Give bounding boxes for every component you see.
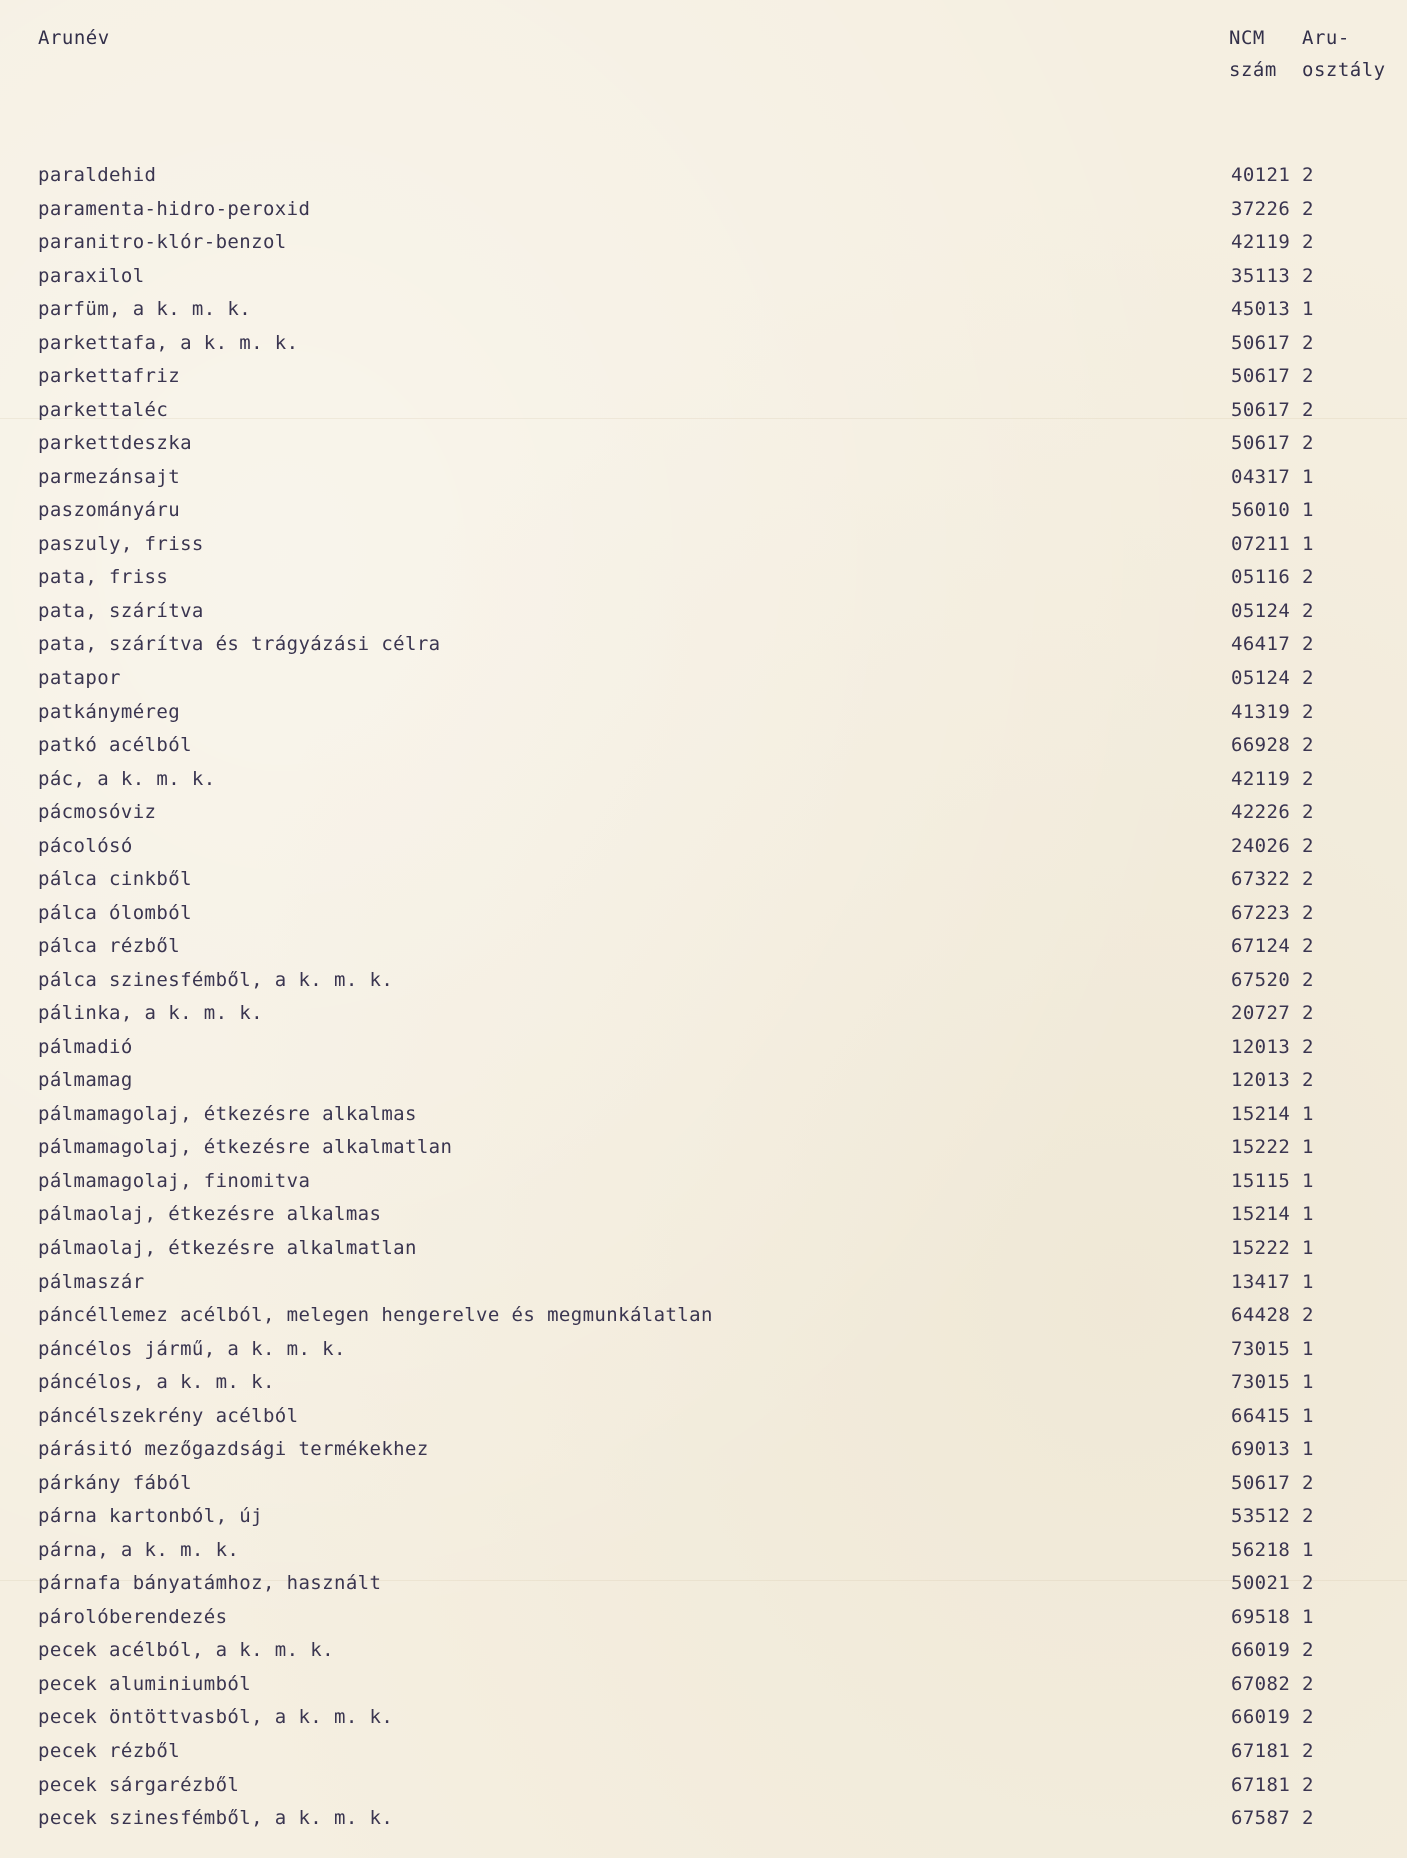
list-item [0, 1198, 1407, 1232]
item-name: pecek rézből [38, 1739, 181, 1762]
list-item [0, 763, 1407, 797]
list-item [0, 930, 1407, 964]
list-item [0, 1333, 1407, 1367]
item-name: párnafa bányatámhoz, használt [38, 1572, 382, 1595]
list-item [0, 796, 1407, 830]
ncm-number: 15222 [1231, 1136, 1291, 1159]
item-name: pálmaszár [38, 1270, 145, 1293]
commodity-class: 2 [1302, 968, 1314, 991]
commodity-class: 2 [1302, 331, 1314, 354]
commodity-class: 2 [1302, 801, 1314, 824]
item-name: pecek aluminiumból [38, 1672, 252, 1695]
ncm-number: 37226 [1231, 197, 1291, 220]
list-item [0, 327, 1407, 361]
ncm-number: 56218 [1231, 1538, 1291, 1561]
commodity-class: 2 [1302, 1304, 1314, 1327]
item-name: parkettafriz [38, 365, 181, 388]
list-item [0, 595, 1407, 629]
item-name: pecek acélból, a k. m. k. [38, 1639, 334, 1662]
list-item [0, 1098, 1407, 1132]
list-item [0, 427, 1407, 461]
item-name: parmezánsajt [38, 465, 181, 488]
ncm-number: 73015 [1231, 1371, 1291, 1394]
ncm-number: 66415 [1231, 1404, 1291, 1427]
commodity-class: 1 [1302, 1538, 1314, 1561]
ncm-number: 12013 [1231, 1069, 1291, 1092]
ncm-number: 66019 [1231, 1639, 1291, 1662]
item-name: párásitó mezőgazdsági termékekhez [38, 1438, 429, 1461]
list-item [0, 1802, 1407, 1836]
column-header-ncm-line2: szám [1229, 59, 1277, 81]
list-item [0, 696, 1407, 730]
list-item [0, 1567, 1407, 1601]
list-item [0, 293, 1407, 327]
commodity-class: 2 [1302, 197, 1314, 220]
list-item [0, 159, 1407, 193]
commodity-class: 1 [1302, 1605, 1314, 1628]
ncm-number: 69518 [1231, 1605, 1291, 1628]
commodity-class: 1 [1302, 1203, 1314, 1226]
item-name: parkettdeszka [38, 432, 192, 455]
commodity-class: 1 [1302, 1237, 1314, 1259]
list-item [0, 830, 1407, 864]
ncm-number: 67181 [1231, 1739, 1291, 1762]
commodity-class: 2 [1302, 599, 1314, 622]
column-header-ncm-line1: NCM [1229, 27, 1265, 49]
item-name: pecek szinesfémből, a k. m. k. [38, 1807, 394, 1830]
list-item [0, 1433, 1407, 1467]
ncm-number: 04317 [1231, 465, 1291, 488]
item-name: pálmadió [38, 1035, 133, 1058]
ncm-number: 67587 [1231, 1807, 1291, 1830]
commodity-class: 2 [1302, 1069, 1314, 1092]
commodity-class: 2 [1302, 633, 1314, 656]
commodity-class: 2 [1302, 1739, 1314, 1762]
list-item [0, 1400, 1407, 1434]
item-name: pata, friss [38, 566, 169, 589]
item-name: paszuly, friss [38, 532, 204, 555]
ncm-number: 73015 [1231, 1337, 1291, 1360]
ncm-number: 24026 [1231, 834, 1291, 857]
list-item [0, 863, 1407, 897]
item-name: patkányméreg [38, 700, 181, 723]
list-item [0, 494, 1407, 528]
list-item [0, 1668, 1407, 1702]
commodity-class: 1 [1302, 1404, 1314, 1427]
commodity-class: 1 [1302, 499, 1314, 522]
item-name: paraldehid [38, 164, 157, 186]
list-item [0, 1232, 1407, 1266]
list-item [0, 1031, 1407, 1065]
commodity-list [0, 159, 1407, 1836]
ncm-number: 50617 [1231, 365, 1291, 388]
commodity-class: 1 [1302, 465, 1314, 488]
ncm-number: 50617 [1231, 1471, 1291, 1494]
commodity-class: 2 [1302, 1807, 1314, 1830]
ncm-number: 45013 [1231, 298, 1291, 321]
ncm-number: 07211 [1231, 532, 1291, 555]
item-name: paraxilol [38, 264, 145, 287]
list-item [0, 729, 1407, 763]
commodity-class: 1 [1302, 1136, 1314, 1159]
list-item [0, 193, 1407, 227]
ncm-number: 15214 [1231, 1102, 1291, 1125]
ncm-number: 05116 [1231, 566, 1291, 589]
commodity-class: 2 [1302, 1672, 1314, 1695]
list-item [0, 1735, 1407, 1769]
ncm-number: 50021 [1231, 1572, 1291, 1595]
list-item [0, 1500, 1407, 1534]
ncm-number: 15214 [1231, 1203, 1291, 1226]
item-name: parkettaléc [38, 398, 169, 421]
commodity-class: 2 [1302, 398, 1314, 421]
item-name: páncéllemez acélból, melegen hengerelve és megmunkálatlan [38, 1304, 713, 1327]
ncm-number: 46417 [1231, 633, 1291, 656]
item-name: páncélos jármű, a k. m. k. [38, 1337, 346, 1360]
item-name: pálmaolaj, étkezésre alkalmas [38, 1203, 382, 1226]
list-item [0, 662, 1407, 696]
list-item [0, 897, 1407, 931]
item-name: pecek sárgarézből [38, 1773, 240, 1796]
column-header-class-line1: Aru- [1302, 27, 1350, 49]
commodity-class: 1 [1302, 298, 1314, 321]
column-header-item-name: Arunév [38, 27, 110, 49]
ncm-number: 50617 [1231, 398, 1291, 421]
ncm-number: 66019 [1231, 1706, 1291, 1729]
list-item [0, 528, 1407, 562]
item-name: pác, a k. m. k. [38, 767, 216, 790]
list-item [0, 360, 1407, 394]
item-name: pecek öntöttvasból, a k. m. k. [38, 1706, 394, 1729]
ncm-number: 67082 [1231, 1672, 1291, 1695]
list-item [0, 394, 1407, 428]
ncm-number: 42119 [1231, 231, 1291, 254]
commodity-class: 2 [1302, 365, 1314, 388]
commodity-class: 2 [1302, 935, 1314, 958]
ncm-number: 15115 [1231, 1169, 1291, 1192]
item-name: párna kartonból, új [38, 1505, 263, 1528]
item-name: párna, a k. m. k. [38, 1538, 240, 1561]
item-name: patkó acélból [38, 734, 192, 757]
item-name: paranitro-klór-benzol [38, 231, 287, 254]
ncm-number: 35113 [1231, 264, 1291, 287]
list-item [0, 997, 1407, 1031]
ncm-number: 53512 [1231, 1505, 1291, 1528]
ncm-number: 67520 [1231, 968, 1291, 991]
item-name: paramenta-hidro-peroxid [38, 197, 311, 220]
ncm-number: 12013 [1231, 1035, 1291, 1058]
list-item [0, 1366, 1407, 1400]
ncm-number: 13417 [1231, 1270, 1291, 1293]
ncm-number: 41319 [1231, 700, 1291, 723]
commodity-class: 2 [1302, 834, 1314, 857]
commodity-class: 2 [1302, 700, 1314, 723]
commodity-class: 2 [1302, 1639, 1314, 1662]
item-name: parkettafa, a k. m. k. [38, 331, 299, 354]
item-name: párkány fából [38, 1471, 192, 1494]
commodity-class: 1 [1302, 1438, 1314, 1461]
column-header-class-line2: osztály [1302, 59, 1386, 81]
commodity-class: 1 [1302, 1169, 1314, 1192]
item-name: pácolósó [38, 834, 133, 857]
item-name: pálmamag [38, 1069, 133, 1092]
list-item [0, 1064, 1407, 1098]
ncm-number: 20727 [1231, 1002, 1291, 1025]
commodity-class: 2 [1302, 1035, 1314, 1058]
item-name: páncélos, a k. m. k. [38, 1371, 275, 1394]
list-item [0, 1467, 1407, 1501]
item-name: párolóberendezés [38, 1605, 228, 1628]
item-name: pácmosóviz [38, 801, 157, 824]
commodity-class: 1 [1302, 1270, 1314, 1293]
ncm-number: 69013 [1231, 1438, 1291, 1461]
commodity-class: 2 [1302, 1572, 1314, 1595]
commodity-class: 2 [1302, 264, 1314, 287]
commodity-class: 2 [1302, 868, 1314, 891]
list-item [0, 1534, 1407, 1568]
list-item [0, 260, 1407, 294]
item-name: patapor [38, 666, 121, 689]
ncm-number: 66928 [1231, 734, 1291, 757]
ncm-number: 05124 [1231, 666, 1291, 689]
item-name: pálmamagolaj, finomitva [38, 1169, 311, 1192]
item-name: pálinka, a k. m. k. [38, 1002, 263, 1025]
commodity-class: 1 [1302, 1337, 1314, 1360]
commodity-class: 2 [1302, 1471, 1314, 1494]
list-item [0, 1769, 1407, 1803]
ncm-number: 67124 [1231, 935, 1291, 958]
ncm-number: 15222 [1231, 1237, 1291, 1259]
commodity-class: 2 [1302, 1706, 1314, 1729]
list-item [0, 964, 1407, 998]
list-item [0, 1266, 1407, 1300]
commodity-class: 2 [1302, 164, 1314, 186]
list-item [0, 628, 1407, 662]
list-item [0, 1299, 1407, 1333]
ncm-number: 40121 [1231, 164, 1291, 186]
list-item [0, 1131, 1407, 1165]
item-name: pálca szinesfémből, a k. m. k. [38, 968, 394, 991]
ncm-number: 64428 [1231, 1304, 1291, 1327]
commodity-class: 2 [1302, 432, 1314, 455]
item-name: pálmaolaj, étkezésre alkalmatlan [38, 1237, 417, 1259]
item-name: pata, szárítva és trágyázási célra [38, 633, 441, 656]
list-item [0, 561, 1407, 595]
list-item [0, 1601, 1407, 1635]
item-name: pálca cinkből [38, 868, 192, 891]
commodity-class: 1 [1302, 1371, 1314, 1394]
commodity-class: 2 [1302, 666, 1314, 689]
ncm-number: 05124 [1231, 599, 1291, 622]
item-name: pálmamagolaj, étkezésre alkalmatlan [38, 1136, 453, 1159]
commodity-class: 2 [1302, 767, 1314, 790]
list-item [0, 1165, 1407, 1199]
ncm-number: 50617 [1231, 331, 1291, 354]
commodity-class: 2 [1302, 1773, 1314, 1796]
commodity-class: 2 [1302, 566, 1314, 589]
ncm-number: 67322 [1231, 868, 1291, 891]
commodity-class: 1 [1302, 532, 1314, 555]
ncm-number: 50617 [1231, 432, 1291, 455]
item-name: pata, szárítva [38, 599, 204, 622]
list-item [0, 461, 1407, 495]
ncm-number: 56010 [1231, 499, 1291, 522]
commodity-class: 2 [1302, 734, 1314, 757]
list-item [0, 226, 1407, 260]
commodity-class: 2 [1302, 231, 1314, 254]
ncm-number: 67223 [1231, 901, 1291, 924]
item-name: pálca rézből [38, 935, 181, 958]
item-name: parfüm, a k. m. k. [38, 298, 252, 321]
commodity-class: 2 [1302, 1002, 1314, 1025]
ncm-number: 42119 [1231, 767, 1291, 790]
commodity-class: 2 [1302, 1505, 1314, 1528]
commodity-class: 2 [1302, 901, 1314, 924]
ncm-number: 42226 [1231, 801, 1291, 824]
list-item [0, 1634, 1407, 1668]
ncm-number: 67181 [1231, 1773, 1291, 1796]
list-item [0, 1701, 1407, 1735]
item-name: paszományáru [38, 499, 181, 522]
item-name: páncélszekrény acélból [38, 1404, 299, 1427]
item-name: pálca ólomból [38, 901, 192, 924]
commodity-class: 1 [1302, 1102, 1314, 1125]
item-name: pálmamagolaj, étkezésre alkalmas [38, 1102, 417, 1125]
